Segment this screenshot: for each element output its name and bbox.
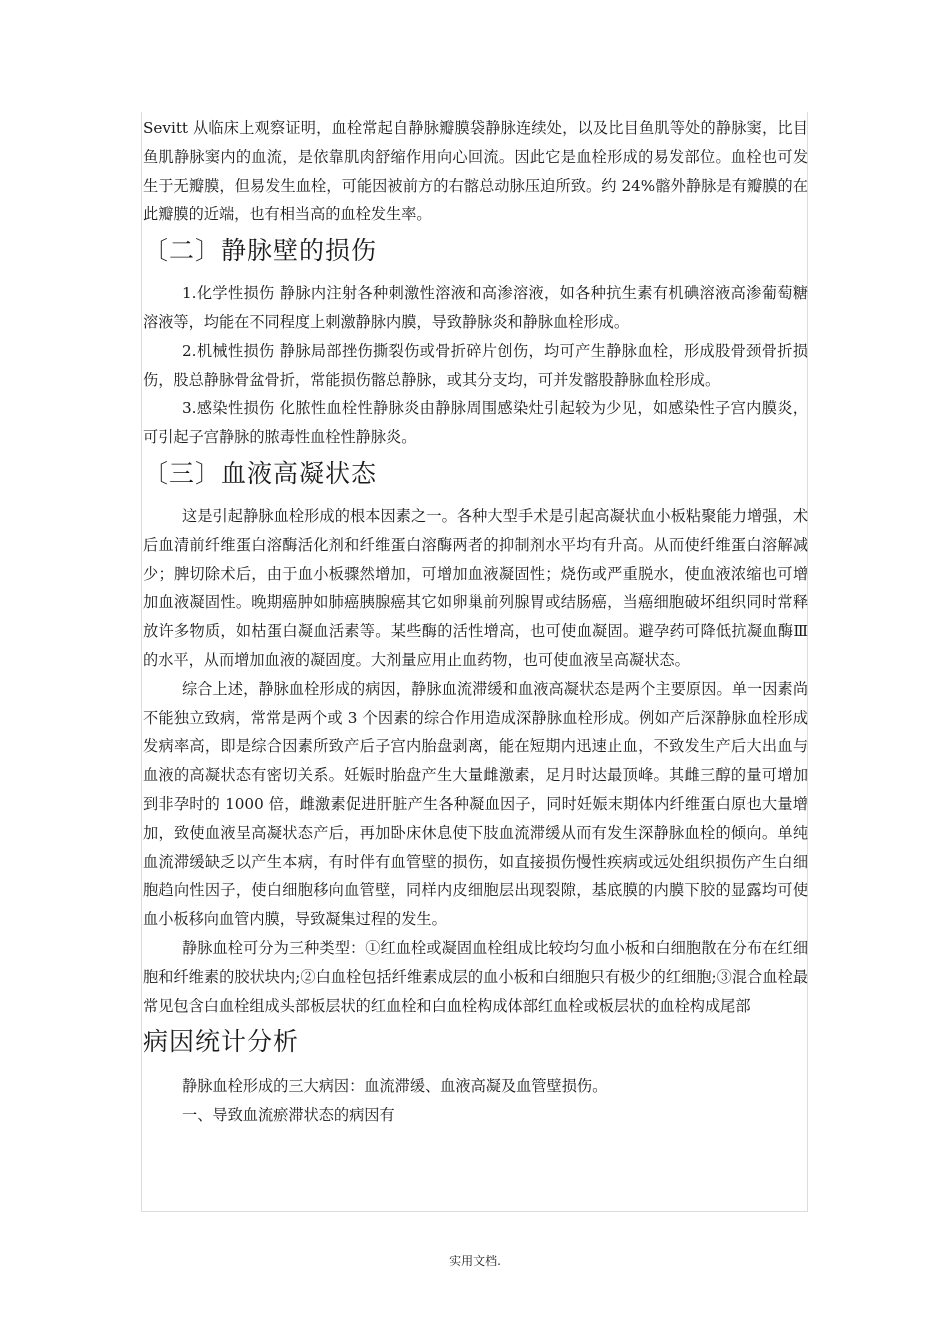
paragraph-infectious-injury: 3.感染性损伤 化脓性血栓性静脉炎由静脉周围感染灶引起较为少见，如感染性子宫内膜炎，可引起子宫静脉的脓毒性血栓性静脉炎。 <box>143 399 808 447</box>
page-footer: 实用文档. <box>449 1254 501 1268</box>
section-heading-etiology-statistics: 病因统计分析 <box>143 1027 300 1057</box>
section-heading-vein-wall-injury: 〔二〕静脉壁的损伤 <box>143 236 378 266</box>
paragraph-hypercoagulation: 这是引起静脉血栓形成的根本因素之一。各种大型手术是引起高凝状血小板粘聚能力增强，术后血清前纤维蛋白溶酶活化剂和纤维蛋白溶酶两者的抑制剂水平均有升高。从而使纤维蛋白溶解减少；脾切除术后，由于血小板骤然增加，可增加血液凝固性；烧伤或严重脱水，使血液浓缩也可增加血液凝固性。晚期癌肿如肺癌胰腺癌其它如卵巢前列腺胃或结肠癌，当癌细胞破坏组织同时常释放许多物质，如枯蛋白凝血活素等。某些酶的活性增高，也可使血凝固。避孕药可降低抗凝血酶Ⅲ的水平，从而增加血液的凝固度。大剂量应用止血药物，也可使血液呈高凝状态。 <box>143 506 808 669</box>
paragraph-sevitt: Sevitt 从临床上观察证明，血栓常起自静脉瓣膜袋静脉连续处，以及比目鱼肌等处的静脉窦，比目鱼肌静脉窦内的血流，是依靠肌肉舒缩作用向心回流。因此它是血栓形成的易发部位。血栓也可发生于无瓣膜，但易发生血栓，可能因被前方的右髂总动脉压迫所致。约 24%髂外静脉是有瓣膜的在此瓣膜的近端，也有相当高的血栓发生率。 <box>143 119 808 224</box>
section-heading-hypercoagulable-state: 〔三〕血液高凝状态 <box>143 458 378 488</box>
paragraph-mechanical-injury: 2.机械性损伤 静脉局部挫伤撕裂伤或骨折碎片创伤，均可产生静脉血栓，形成股骨颈骨折损伤，股总静脉骨盆骨折，常能损伤髂总静脉，或其分支均，可并发髂股静脉血栓形成。 <box>143 341 808 389</box>
document-body <box>143 114 808 1130</box>
paragraph-thrombus-types: 静脉血栓可分为三种类型：①红血栓或凝固血栓组成比较均匀血小板和白细胞散在分布在红细胞和纤维素的胶状块内;②白血栓包括纤维素成层的血小板和白细胞只有极少的红细胞;③混合血栓最常见包含白血栓组成头部板层状的红血栓和白血栓构成体部红血栓或板层状的血栓构成尾部 <box>143 938 808 1015</box>
paragraph-summary: 综合上述，静脉血栓形成的病因，静脉血流滞缓和血液高凝状态是两个主要原因。单一因素尚不能独立致病，常常是两个或 3 个因素的综合作用造成深静脉血栓形成。例如产后深静脉血栓形成发病率高，即是综合因素所致产后子宫内胎盘剥离，能在短期内迅速止血，不致发生产后大出血与血液的高凝状态有密切关系。妊娠时胎盘产生大量雌激素，足月时达最顶峰。其雌三醇的量可增加到非孕时的 1000 倍，雌激素促进肝脏产生各种凝血因子，同时妊娠末期体内纤维蛋白原也大量增加，致使血液呈高凝状态产后，再加卧床休息使下肢血流滞缓从而有发生深静脉血栓的倾向。单纯血流滞缓缺乏以产生本病，有时伴有血管壁的损伤，如直接损伤慢性疾病或远处组织损伤产生白细胞趋向性因子，使白细胞移向血管壁，同样内皮细胞层出现裂隙，基底膜的内膜下胶的显露均可使血小板移向血管内膜，导致凝集过程的发生。 <box>143 679 808 929</box>
paragraph-stasis-causes: 一、导致血流瘀滞状态的病因有 <box>182 1106 395 1125</box>
paragraph-chemical-injury: 1.化学性损伤 静脉内注射各种刺激性溶液和高渗溶液，如各种抗生素有机碘溶液高渗葡萄糖溶液等，均能在不同程度上刺激静脉内膜，导致静脉炎和静脉血栓形成。 <box>143 284 808 331</box>
paragraph-three-causes: 静脉血栓形成的三大病因：血流滞缓、血液高凝及血管壁损伤。 <box>182 1077 608 1096</box>
